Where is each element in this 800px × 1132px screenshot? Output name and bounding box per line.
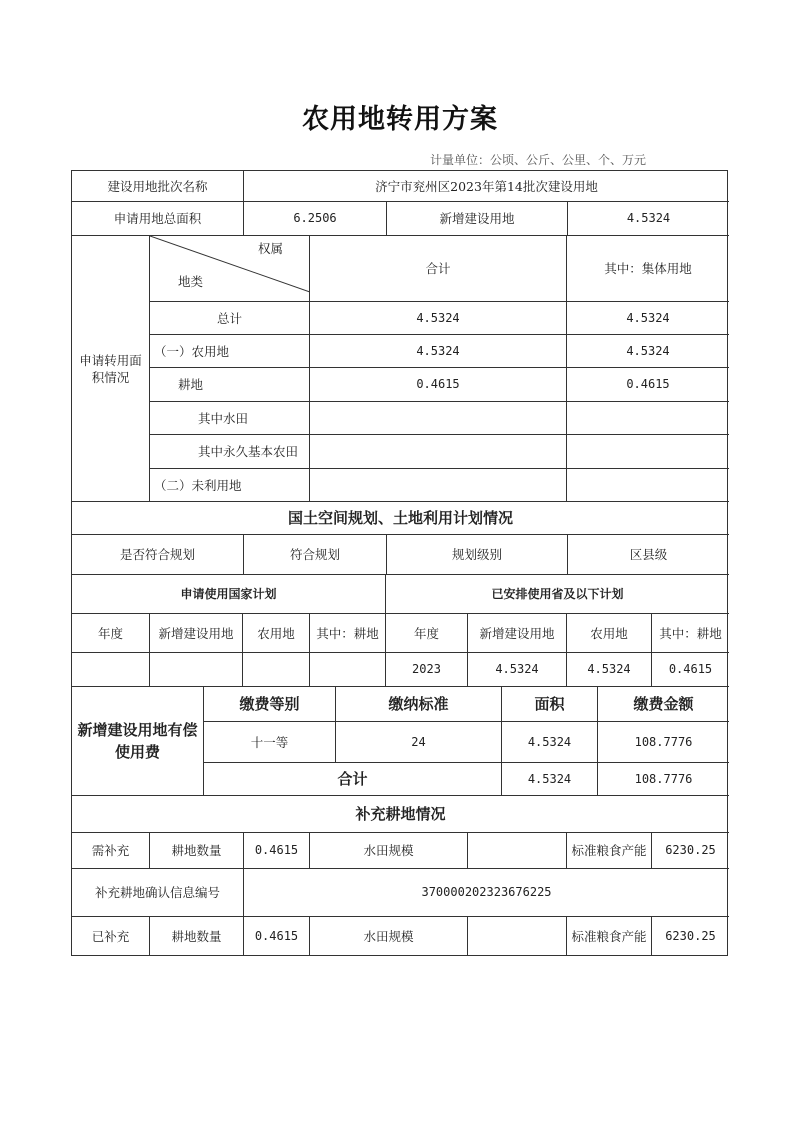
plan-val-year-national bbox=[72, 653, 150, 687]
unit-line: 计量单位：公顷、公斤、公里、个、万元 bbox=[430, 153, 647, 167]
col-collective-header: 其中：集体用地 bbox=[567, 236, 729, 302]
row-grand-total-collective: 4.5324 bbox=[567, 302, 729, 335]
supplement-heading: 补充耕地情况 bbox=[72, 796, 729, 833]
row-arable-collective: 0.4615 bbox=[567, 368, 729, 402]
row-agri-collective: 4.5324 bbox=[567, 335, 729, 368]
plan-col-year-provincial: 年度 bbox=[386, 614, 468, 653]
row-paddy-total bbox=[310, 402, 567, 435]
row-unused-label: （二）未利用地 bbox=[150, 469, 310, 502]
total-area-value: 6.2506 bbox=[244, 202, 387, 236]
row-arable-label: 耕地 bbox=[150, 368, 310, 402]
row-unused-collective bbox=[567, 469, 729, 502]
row-grand-total-label: 总计 bbox=[150, 302, 310, 335]
row-paddy-collective bbox=[567, 402, 729, 435]
land-conversion-table bbox=[71, 170, 728, 956]
need-arable-value: 0.4615 bbox=[244, 833, 310, 869]
diagonal-header bbox=[150, 236, 310, 302]
provincial-plan-heading: 已安排使用省及以下计划 bbox=[386, 575, 729, 614]
plan-val-agri-national bbox=[243, 653, 310, 687]
fee-section-label: 新增建设用地有偿使用费 bbox=[72, 687, 204, 796]
planning-heading: 国土空间规划、土地利用计划情况 bbox=[72, 502, 729, 535]
fee-total-amount: 108.7776 bbox=[598, 763, 729, 796]
batch-value: 济宁市兖州区2023年第14批次建设用地 bbox=[244, 171, 729, 202]
confirm-label: 补充耕地确认信息编号 bbox=[72, 869, 244, 917]
plan-val-arable-national bbox=[310, 653, 386, 687]
new-construction-value: 4.5324 bbox=[568, 202, 729, 236]
fee-area-value: 4.5324 bbox=[502, 722, 598, 763]
plan-col-agri-national: 农用地 bbox=[243, 614, 310, 653]
done-paddy-value bbox=[468, 917, 567, 956]
plan-col-new-provincial: 新增建设用地 bbox=[468, 614, 567, 653]
diag-bottom-label: 地类 bbox=[178, 274, 204, 289]
row-basic-farmland-label: 其中永久基本农田 bbox=[150, 435, 310, 469]
confirm-value: 370000202323676225 bbox=[244, 869, 729, 917]
need-paddy-label: 水田规模 bbox=[310, 833, 468, 869]
plan-val-new-provincial: 4.5324 bbox=[468, 653, 567, 687]
row-grand-total-total: 4.5324 bbox=[310, 302, 567, 335]
fee-header-grade: 缴费等别 bbox=[204, 687, 336, 722]
plan-col-arable-provincial: 其中：耕地 bbox=[652, 614, 729, 653]
plan-val-arable-provincial: 0.4615 bbox=[652, 653, 729, 687]
fee-header-amount: 缴费金额 bbox=[598, 687, 729, 722]
diagonal-line bbox=[150, 236, 310, 302]
plan-col-new-national: 新增建设用地 bbox=[150, 614, 243, 653]
need-arable-label: 耕地数量 bbox=[150, 833, 244, 869]
plan-level-label: 规划级别 bbox=[387, 535, 568, 575]
conversion-section-label: 申请转用面积情况 bbox=[72, 236, 150, 502]
diag-top-label: 权属 bbox=[257, 241, 283, 256]
plan-col-year-national: 年度 bbox=[72, 614, 150, 653]
done-grain-value: 6230.25 bbox=[665, 929, 716, 943]
need-paddy-value bbox=[468, 833, 567, 869]
plan-val-agri-provincial: 4.5324 bbox=[567, 653, 652, 687]
conform-label: 是否符合规划 bbox=[72, 535, 244, 575]
national-plan-heading: 申请使用国家计划 bbox=[72, 575, 386, 614]
fee-header-area: 面积 bbox=[502, 687, 598, 722]
fee-total-area: 4.5324 bbox=[502, 763, 598, 796]
row-basic-farmland-total bbox=[310, 435, 567, 469]
row-arable-total: 0.4615 bbox=[310, 368, 567, 402]
fee-header-standard: 缴纳标准 bbox=[336, 687, 502, 722]
row-unused-total bbox=[310, 469, 567, 502]
new-construction-label: 新增建设用地 bbox=[387, 202, 568, 236]
conform-value: 符合规划 bbox=[244, 535, 387, 575]
row-paddy-label: 其中水田 bbox=[150, 402, 310, 435]
done-arable-value: 0.4615 bbox=[244, 917, 310, 956]
plan-val-new-national bbox=[150, 653, 243, 687]
plan-level-value: 区县级 bbox=[568, 535, 729, 575]
need-label: 需补充 bbox=[72, 833, 150, 869]
done-arable-label: 耕地数量 bbox=[150, 917, 244, 956]
done-label: 已补充 bbox=[72, 917, 150, 956]
done-grain-label: 标准粮食产能 bbox=[567, 917, 652, 956]
need-grain-label: 标准粮食产能 bbox=[567, 833, 652, 869]
done-paddy-label: 水田规模 bbox=[310, 917, 468, 956]
page-title: 农用地转用方案 bbox=[302, 104, 498, 135]
plan-val-year-provincial: 2023 bbox=[386, 653, 468, 687]
plan-col-agri-provincial: 农用地 bbox=[567, 614, 652, 653]
fee-grade-value: 十一等 bbox=[204, 722, 336, 763]
batch-label: 建设用地批次名称 bbox=[72, 171, 244, 202]
plan-col-arable-national: 其中：耕地 bbox=[310, 614, 386, 653]
row-agri-total: 4.5324 bbox=[310, 335, 567, 368]
fee-standard-value: 24 bbox=[336, 722, 502, 763]
col-total-header: 合计 bbox=[310, 236, 567, 302]
row-agri-label: （一）农用地 bbox=[150, 335, 310, 368]
row-basic-farmland-collective bbox=[567, 435, 729, 469]
total-area-label: 申请用地总面积 bbox=[72, 202, 244, 236]
fee-amount-value: 108.7776 bbox=[598, 722, 729, 763]
need-grain-value: 6230.25 bbox=[652, 833, 729, 869]
fee-total-label: 合计 bbox=[204, 763, 502, 796]
